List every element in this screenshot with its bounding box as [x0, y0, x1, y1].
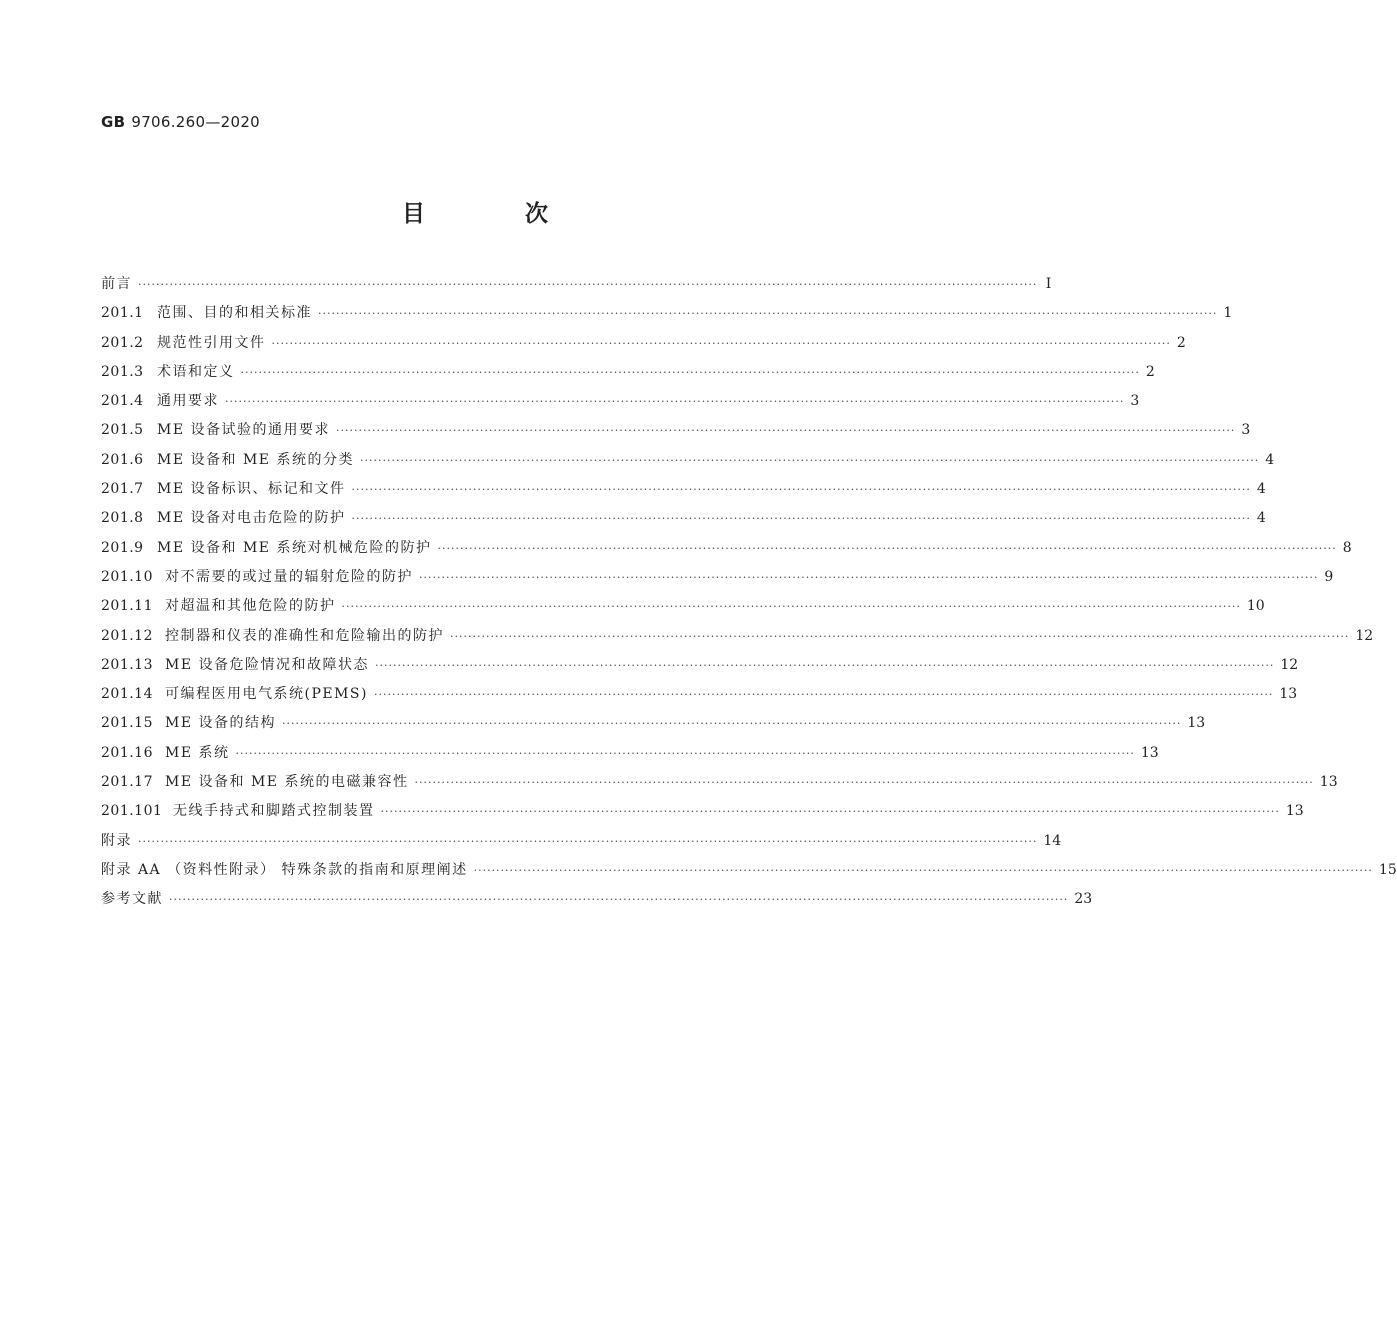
toc-entry-label: 前言: [101, 276, 132, 292]
toc-entry-page: 13: [1285, 803, 1304, 820]
toc-entry[interactable]: [101, 387, 1140, 416]
toc-entry[interactable]: [101, 504, 1266, 533]
toc-entry-page: 9: [1324, 568, 1334, 585]
dot-leader: ········································································································································································································: [225, 395, 1125, 409]
toc-entry-label: ME 设备和 ME 系统对机械危险的防护: [157, 539, 432, 556]
toc-entry-label: 对超温和其他危险的防护: [165, 598, 336, 615]
toc-entry-page: 12: [1280, 656, 1299, 673]
toc-entry-number: 201.2: [101, 334, 144, 351]
toc-entry-label: ME 设备标识、标记和文件: [157, 481, 346, 498]
toc-entry[interactable]: [101, 329, 1186, 358]
dot-leader: ········································································································································································································: [138, 278, 1038, 291]
toc-entry-page: 1: [1223, 305, 1233, 322]
toc-entry-number: 201.3: [101, 363, 144, 380]
toc-entry-number: 201.13: [101, 656, 153, 673]
toc-entry-label: 通用要求: [157, 393, 219, 410]
standard-number: [101, 113, 260, 131]
dot-leader: ········································································································································································································: [414, 776, 1314, 790]
toc-entry-label: 附录: [101, 832, 132, 849]
dot-leader: ········································································································································································································: [138, 834, 1038, 848]
toc-entry-page: 13: [1279, 686, 1298, 703]
toc-entry-page: 4: [1256, 510, 1266, 527]
dot-leader: ········································································································································································································: [359, 453, 1260, 467]
toc-entry-label: ME 设备和 ME 系统的分类: [157, 451, 354, 468]
toc-entry-label: 范围、目的和相关标准: [157, 305, 312, 322]
dot-leader: ········································································································································································································: [336, 424, 1236, 438]
dot-leader: ········································································································································································································: [380, 805, 1280, 819]
toc-entry-label: 可编程医用电气系统(PEMS): [165, 686, 368, 703]
toc-entry-number: 201.10: [101, 568, 153, 585]
dot-leader: ········································································································································································································: [351, 512, 1251, 526]
dot-leader: ········································································································································································································: [318, 307, 1218, 321]
toc-entry-label: ME 设备试验的通用要求: [157, 422, 331, 439]
toc-entry-number: 201.7: [101, 481, 144, 498]
toc-entry-label: ME 设备危险情况和故障状态: [165, 656, 370, 673]
dot-leader: ········································································································································································································: [419, 570, 1319, 584]
standard-code: 9706.260—2020: [131, 113, 261, 131]
toc-entry[interactable]: [101, 299, 1233, 328]
dot-leader: ········································································································································································································: [271, 336, 1171, 350]
toc-entry-page: 10: [1246, 598, 1265, 615]
toc-entry-label: 无线手持式和脚踏式控制装置: [173, 803, 375, 820]
toc-entry[interactable]: [101, 768, 1338, 797]
toc-entry[interactable]: [101, 592, 1265, 621]
toc-entry[interactable]: [101, 885, 1093, 914]
toc-entry-page: 4: [1265, 451, 1275, 468]
toc-entry-number: 201.14: [101, 686, 153, 703]
standard-prefix: GB: [101, 113, 126, 131]
toc-entry[interactable]: [101, 475, 1266, 504]
toc-entry-page: 15: [1378, 861, 1397, 878]
toc-entry[interactable]: [101, 709, 1206, 738]
toc-entry[interactable]: [101, 534, 1352, 563]
toc-entry-page: 2: [1176, 334, 1186, 351]
toc-entry[interactable]: [101, 651, 1299, 680]
toc-entry[interactable]: [101, 622, 1374, 651]
dot-leader: ········································································································································································································: [375, 658, 1275, 672]
toc-entry-number: 201.11: [101, 598, 153, 615]
toc-entry[interactable]: [101, 680, 1298, 709]
toc-entry-page: 8: [1342, 539, 1352, 556]
toc-entry[interactable]: [101, 416, 1251, 445]
dot-leader: ········································································································································································································: [240, 365, 1140, 379]
toc-entry-number: 201.12: [101, 627, 153, 644]
toc-entry-page: 4: [1256, 481, 1266, 498]
toc-entry-label: 规范性引用文件: [157, 334, 266, 351]
toc-entry[interactable]: [101, 270, 1052, 299]
toc-entry-label: 控制器和仪表的准确性和危险输出的防护: [165, 627, 444, 644]
toc-entry-page: 14: [1043, 832, 1062, 849]
table-of-contents: [101, 270, 1397, 915]
toc-entry-number: 201.16: [101, 744, 153, 761]
toc-entry-page: 12: [1355, 627, 1374, 644]
toc-entry-label: 附录 AA （资料性附录） 特殊条款的指南和原理阐述: [101, 861, 468, 878]
dot-leader: ········································································································································································································: [351, 483, 1251, 497]
dot-leader: ········································································································································································································: [341, 600, 1241, 614]
toc-entry-label: ME 设备的结构: [165, 715, 277, 732]
dot-leader: ········································································································································································································: [450, 629, 1350, 643]
toc-entry-page: 2: [1145, 363, 1155, 380]
toc-entry[interactable]: [101, 446, 1275, 475]
toc-entry-page: 23: [1074, 891, 1093, 908]
toc-entry[interactable]: [101, 739, 1159, 768]
toc-entry-label: 参考文献: [101, 891, 163, 908]
toc-entry-number: 201.8: [101, 510, 144, 527]
toc-entry-page: 13: [1319, 774, 1338, 791]
toc-entry-number: 201.101: [101, 803, 163, 820]
toc-entry-number: 201.9: [101, 539, 144, 556]
dot-leader: ········································································································································································································: [437, 541, 1337, 555]
toc-entry-label: 对不需要的或过量的辐射危险的防护: [165, 568, 413, 585]
toc-entry-number: 201.6: [101, 451, 144, 468]
toc-entry-page: 3: [1241, 422, 1251, 439]
toc-entry-label: 术语和定义: [157, 363, 235, 380]
toc-entry-label: ME 设备对电击危险的防护: [157, 510, 346, 527]
toc-entry-number: 201.4: [101, 393, 144, 410]
page-title: 目 次: [401, 201, 594, 227]
toc-entry-label: ME 设备和 ME 系统的电磁兼容性: [165, 774, 409, 791]
toc-entry-number: 201.17: [101, 774, 153, 791]
toc-entry-page: Ⅰ: [1045, 276, 1052, 292]
toc-entry[interactable]: [101, 827, 1062, 856]
dot-leader: ········································································································································································································: [473, 863, 1373, 877]
dot-leader: ········································································································································································································: [169, 893, 1069, 907]
toc-entry-page: 13: [1187, 715, 1206, 732]
toc-entry-number: 201.5: [101, 422, 144, 439]
toc-entry[interactable]: [101, 358, 1155, 387]
dot-leader: ········································································································································································································: [374, 688, 1274, 702]
toc-entry[interactable]: [101, 856, 1397, 885]
dot-leader: ········································································································································································································: [282, 717, 1182, 731]
dot-leader: ········································································································································································································: [235, 746, 1135, 760]
toc-entry-page: 13: [1140, 744, 1159, 761]
toc-entry[interactable]: [101, 797, 1304, 826]
toc-entry-number: 201.15: [101, 715, 153, 732]
toc-entry-page: 3: [1130, 393, 1140, 410]
toc-entry-number: 201.1: [101, 305, 144, 322]
toc-entry[interactable]: [101, 563, 1334, 592]
toc-entry-label: ME 系统: [165, 744, 230, 761]
